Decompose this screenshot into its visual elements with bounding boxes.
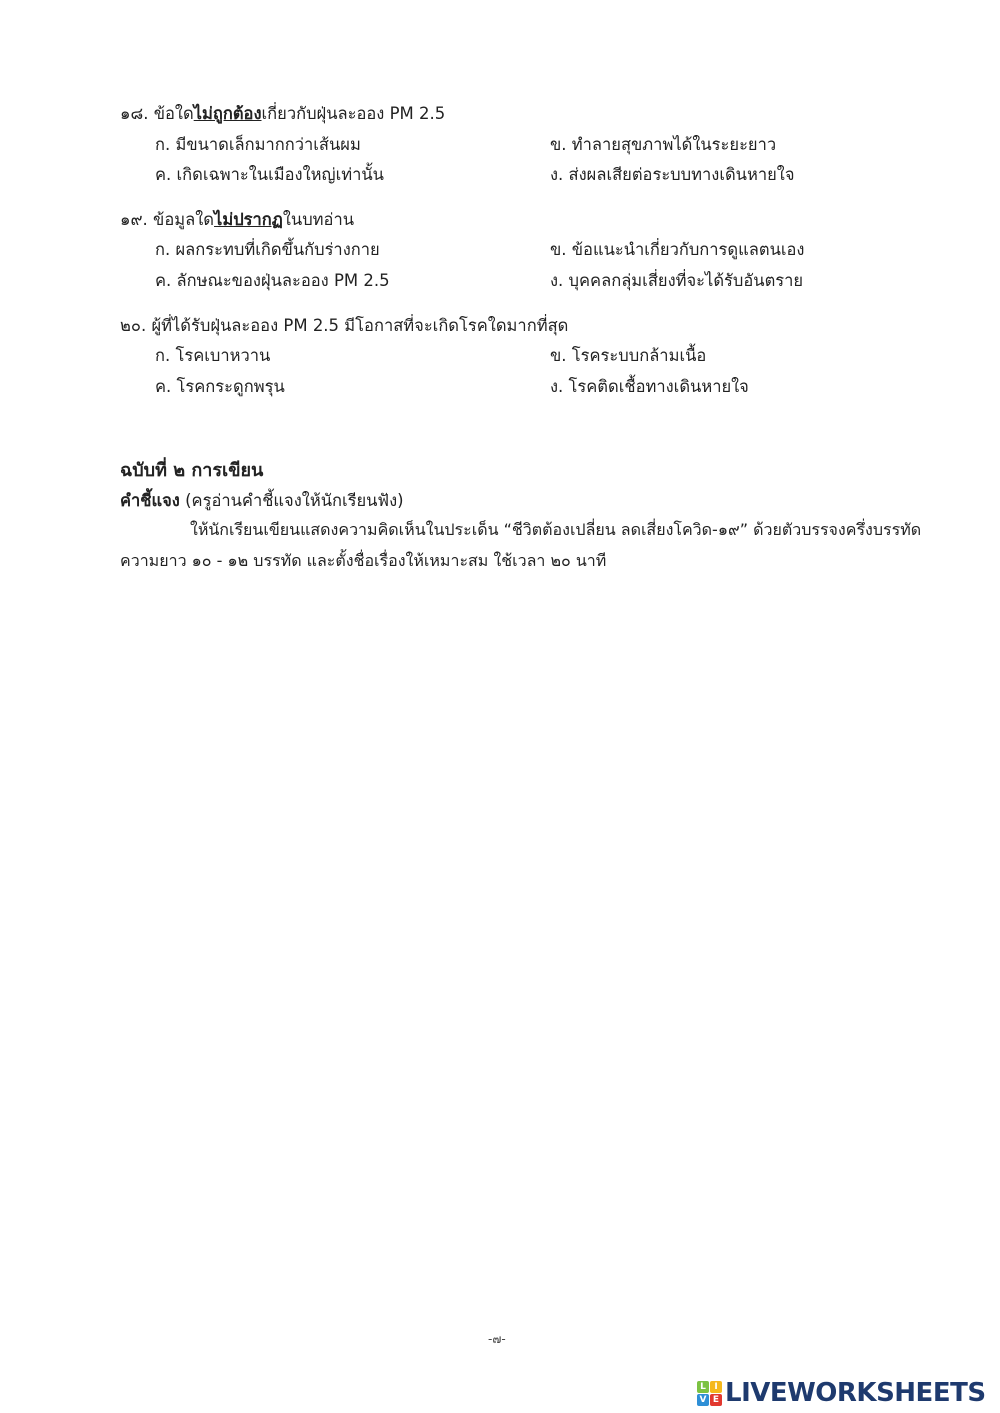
instruction-line <box>120 488 404 514</box>
question-19-choice-c: ค. ลักษณะของฝุ่นละออง PM 2.5 <box>155 271 390 290</box>
instruction-label: คำชี้แจง <box>120 491 180 510</box>
question-19-choice-a: ก. ผลกระทบที่เกิดขึ้นกับร่างกาย <box>155 240 380 259</box>
question-20-choice-a: ก. โรคเบาหวาน <box>155 346 271 365</box>
question-18-title <box>120 101 445 127</box>
question-number: ๑๘. <box>120 104 149 123</box>
question-suffix: เกี่ยวกับฝุ่นละออง PM 2.5 <box>261 104 446 123</box>
question-20-choice-d: ง. โรคติดเชื้อทางเดินหายใจ <box>550 377 749 396</box>
question-20-choice-b: ข. โรคระบบกล้ามเนื้อ <box>550 346 707 365</box>
question-18-choice-c: ค. เกิดเฉพาะในเมืองใหญ่เท่านั้น <box>155 165 384 184</box>
question-20-title <box>120 313 568 339</box>
logo-block-v: V <box>697 1394 709 1406</box>
question-19-title <box>120 207 354 233</box>
instruction-note: (ครูอ่านคำชี้แจงให้นักเรียนฟัง) <box>179 491 404 510</box>
live-blocks-icon <box>697 1381 722 1406</box>
question-19-choice-b: ข. ข้อแนะนำเกี่ยวกับการดูแลตนเอง <box>550 240 805 259</box>
question-prefix: ผู้ที่ได้รับฝุ่นละออง PM 2.5 มีโอกาสที่จะเกิดโรคใดมากที่สุด <box>146 316 569 335</box>
logo-text: LIVEWORKSHEETS <box>725 1378 986 1408</box>
question-prefix: ข้อใด <box>148 104 194 123</box>
page-number: -๗- <box>488 1332 506 1346</box>
question-number: ๑๙. <box>120 210 148 229</box>
question-18-choice-d: ง. ส่งผลเสียต่อระบบทางเดินหายใจ <box>550 165 795 184</box>
question-emphasis: ไม่ปรากฏ <box>214 210 283 229</box>
liveworksheets-logo <box>697 1378 986 1408</box>
question-number: ๒๐. <box>120 316 147 335</box>
question-18-choice-b: ข. ทำลายสุขภาพได้ในระยะยาว <box>550 135 777 154</box>
instruction-paragraph-line-2: ความยาว ๑๐ - ๑๒ บรรทัด และตั้งชื่อเรื่องให้เหมาะสม ใช้เวลา ๒๐ นาที <box>120 551 607 570</box>
logo-block-i: I <box>710 1381 722 1393</box>
question-prefix: ข้อมูลใด <box>147 210 215 229</box>
question-suffix: ในบทอ่าน <box>282 210 355 229</box>
logo-block-e: E <box>710 1394 722 1406</box>
question-18-choice-a: ก. มีขนาดเล็กมากกว่าเส้นผม <box>155 135 361 154</box>
logo-block-l: L <box>697 1381 709 1393</box>
question-20-choice-c: ค. โรคกระดูกพรุน <box>155 377 285 396</box>
instruction-paragraph-line-1: ให้นักเรียนเขียนแสดงความคิดเห็นในประเด็น “ชีวิตต้องเปลี่ยน ลดเสี่ยงโควิด-๑๙” ด้วยตัวบรรจงครึ่งบรรทัด <box>190 520 922 539</box>
question-19-choice-d: ง. บุคคลกลุ่มเสี่ยงที่จะได้รับอันตราย <box>550 271 804 290</box>
question-emphasis: ไม่ถูกต้อง <box>193 104 262 123</box>
section-title: ฉบับที่ ๒ การเขียน <box>120 460 264 481</box>
